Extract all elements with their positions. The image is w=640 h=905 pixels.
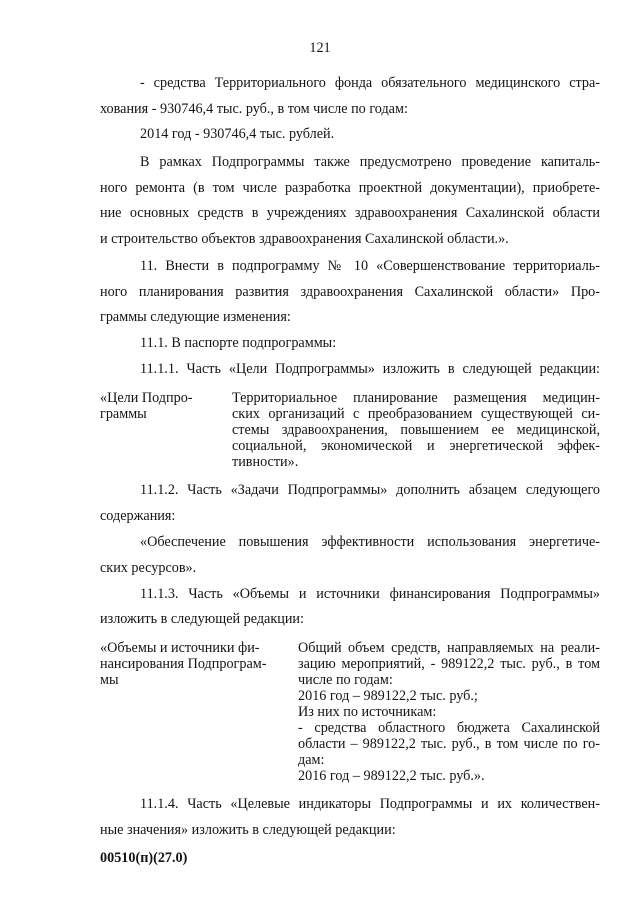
table-right-cell: тивности». [232,454,299,470]
table-right-cell: зацию мероприятий, - 989122,2 тыс. руб., в том [298,656,600,672]
table-right-cell: - средства областного бюджета Сахалинской [298,720,600,736]
text-line: «Обеспечение повышения эффективности использования энергетиче- [140,534,600,550]
text-line: ного планирования развития здравоохранения Сахалинской области» Про- [100,284,600,300]
table-left-cell: «Объемы и источники фи- [100,640,260,656]
text-line: ные значения» изложить в следующей редакции: [100,822,396,838]
table-right-cell: социальной, экономической и энергетической эффек- [232,438,600,454]
table-right-cell: дам: [298,752,325,768]
table-left-cell: нансирования Подпрограм- [100,656,267,672]
table-right-cell: области – 989122,2 тыс. руб., в том числе по го- [298,736,600,752]
table-right-cell: Общий объем средств, направляемых на реали- [298,640,600,656]
table-right-cell: 2016 год – 989122,2 тыс. руб.». [298,768,485,784]
text-line: содержания: [100,508,176,524]
text-line: ских ресурсов». [100,560,197,576]
text-line: 11.1.1. Часть «Цели Подпрограммы» изложить в следующей редакции: [140,361,600,377]
text-line: и строительство объектов здравоохранения Сахалинской области.». [100,231,509,247]
table-right-cell: ских организаций с преобразованием существующей си- [232,406,600,422]
text-line: ние основных средств в учреждениях здравоохранения Сахалинской области [100,205,600,221]
text-line: 11.1.3. Часть «Объемы и источники финансирования Подпрограммы» [140,586,600,602]
text-line: 11.1. В паспорте подпрограммы: [140,335,337,351]
table-right-cell: Из них по источникам: [298,704,437,720]
text-line: 11. Внести в подпрограмму № 10 «Совершенствование территориаль- [140,258,600,274]
table-right-cell: числе по годам: [298,672,393,688]
text-line: изложить в следующей редакции: [100,611,304,627]
page-number: 121 [309,40,331,56]
text-line: хования - 930746,4 тыс. руб., в том числе по годам: [100,101,408,117]
text-line: граммы следующие изменения: [100,309,291,325]
text-line: - средства Территориального фонда обязательного медицинского стра- [140,75,600,91]
table-right-cell: Территориальное планирование размещения медицин- [232,390,600,406]
table-right-cell: стемы здравоохранения, повышением ее медицинской, [232,422,600,438]
text-line: ного ремонта (в том числе разработка проектной документации), приобрете- [100,180,600,196]
table-left-cell: мы [100,672,119,688]
text-line: В рамках Подпрограммы также предусмотрено проведение капиталь- [140,154,600,170]
table-right-cell: 2016 год – 989122,2 тыс. руб.; [298,688,478,704]
text-line: 2014 год - 930746,4 тыс. рублей. [140,126,335,142]
table-left-cell: граммы [100,406,147,422]
text-line: 11.1.4. Часть «Целевые индикаторы Подпрограммы и их количествен- [140,796,600,812]
table-left-cell: «Цели Подпро- [100,390,193,406]
text-line: 11.1.2. Часть «Задачи Подпрограммы» дополнить абзацем следующего [140,482,600,498]
footer-document-code: 00510(п)(27.0) [100,850,188,866]
